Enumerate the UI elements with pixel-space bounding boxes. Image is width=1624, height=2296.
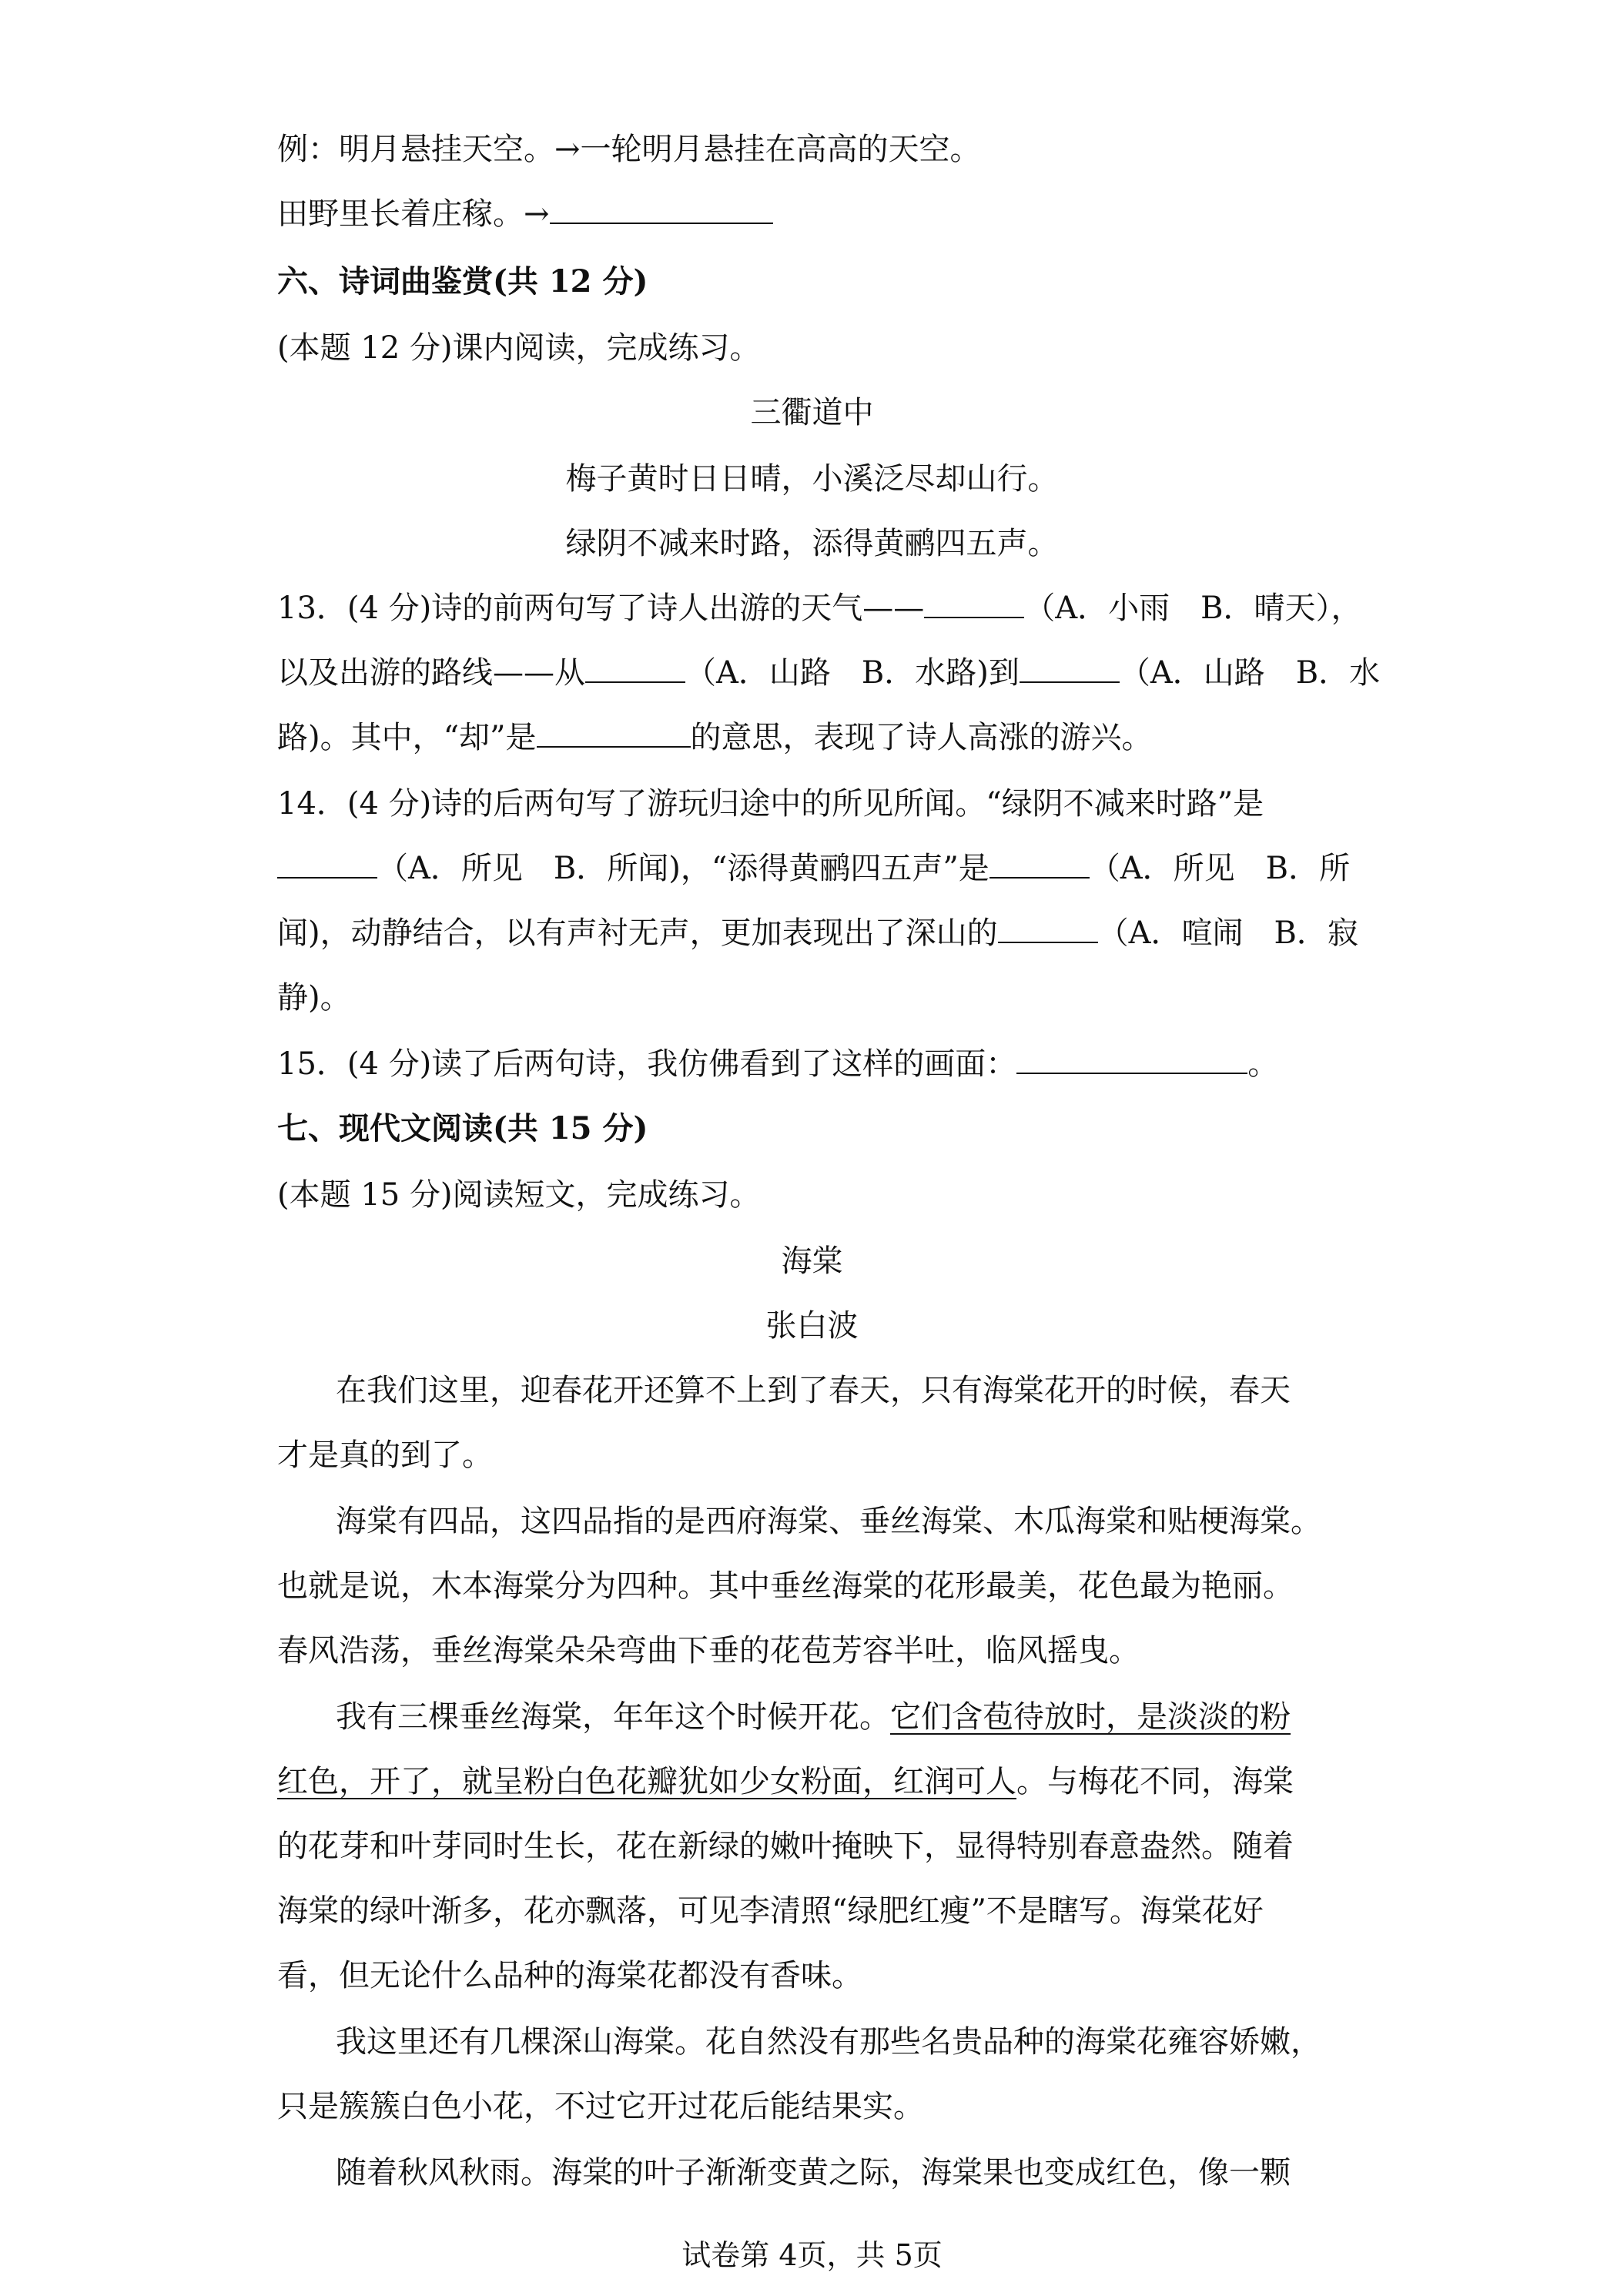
underlined-sentence: 它们含苞待放时，是淡淡的粉 <box>890 1699 1291 1735</box>
paragraph-line: 我有三棵垂丝海棠，年年这个时候开花。它们含苞待放时，是淡淡的粉 <box>336 1699 1291 1735</box>
question-14-line: 闻)，动静结合，以有声衬无声，更加表现出了深山的 （A．喧闹 B．寂 <box>277 915 1358 951</box>
answer-blank[interactable] <box>1020 654 1120 683</box>
section-heading: 七、现代文阅读(共 15 分) <box>277 1110 648 1146</box>
paragraph-line: 随着秋风秋雨。海棠的叶子渐渐变黄之际，海棠果也变成红色，像一颗 <box>336 2155 1291 2191</box>
paragraph-line: 也就是说，木本海棠分为四种。其中垂丝海棠的花形最美，花色最为艳丽。 <box>277 1568 1294 1604</box>
question-13-line: 以及出游的路线——从 （A．山路 B．水路)到 （A．山路 B．水 <box>277 655 1381 691</box>
poem-title: 三衢道中 <box>750 395 874 430</box>
paragraph-line: 我这里还有几棵深山海棠。花自然没有那些名贵品种的海棠花雍容娇嫩， <box>336 2024 1321 2060</box>
paragraph-line: 才是真的到了。 <box>277 1438 493 1473</box>
poem-line: 绿阴不减来时路，添得黄鹂四五声。 <box>565 526 1059 561</box>
page-footer: 试卷第 4页，共 5页 <box>681 2238 943 2272</box>
answer-blank[interactable] <box>537 718 691 748</box>
question-15: 15．(4 分)读了后两句诗，我仿佛看到了这样的画面： 。 <box>277 1046 1279 1082</box>
paragraph-line: 红色，开了，就呈粉白色花瓣犹如少女粉面，红润可人。与梅花不同，海棠 <box>277 1764 1294 1799</box>
section-intro: (本题 15 分)阅读短文，完成练习。 <box>277 1177 761 1213</box>
answer-blank[interactable] <box>1016 1045 1247 1074</box>
paragraph-line: 海棠有四品，这四品指的是西府海棠、垂丝海棠、木瓜海棠和贴梗海棠。 <box>336 1504 1321 1539</box>
answer-blank[interactable] <box>989 849 1090 879</box>
rewrite-task: 田野里长着庄稼。→ <box>277 194 773 234</box>
paragraph-line: 海棠的绿叶渐多，花亦飘落，可见李清照“绿肥红瘦”不是瞎写。海棠花好 <box>277 1893 1264 1929</box>
section-heading: 六、诗词曲鉴赏(共 12 分) <box>277 263 648 300</box>
paragraph-line: 只是簇簇白色小花，不过它开过花后能结果实。 <box>277 2089 924 2124</box>
paragraph-line: 看，但无论什么品种的海棠花都没有香味。 <box>277 1958 862 1993</box>
question-14-line: 静)。 <box>277 980 351 1016</box>
article-author: 张白波 <box>765 1308 859 1344</box>
question-13: 13．(4 分)诗的前两句写了诗人出游的天气—— （A．小雨 B．晴天）， <box>277 591 1362 626</box>
question-14: 14．(4 分)诗的后两句写了游玩归途中的所见所闻。“绿阴不减来时路”是 <box>277 786 1264 822</box>
answer-blank[interactable] <box>998 914 1098 943</box>
answer-blank[interactable] <box>550 195 773 224</box>
paragraph-line: 春风浩荡，垂丝海棠朵朵弯曲下垂的花苞芳容半吐，临风摇曳。 <box>277 1633 1140 1668</box>
question-14-line: （A．所见 B．所闻)，“添得黄鹂四五声”是 （A．所见 B．所 <box>277 848 1350 889</box>
underlined-sentence: 红色，开了，就呈粉白色花瓣犹如少女粉面，红润可人 <box>277 1764 1016 1799</box>
answer-blank[interactable] <box>924 589 1024 618</box>
question-13-line: 路)。其中，“却”是 的意思，表现了诗人高涨的游兴。 <box>277 720 1153 755</box>
answer-blank[interactable] <box>585 654 685 683</box>
example-sentence: 例：明月悬挂天空。→一轮明月悬挂在高高的天空。 <box>277 132 981 167</box>
answer-blank[interactable] <box>277 849 377 879</box>
paragraph-line: 在我们这里，迎春花开还算不上到了春天，只有海棠花开的时候，春天 <box>336 1373 1291 1408</box>
article-title: 海棠 <box>781 1243 843 1279</box>
poem-line: 梅子黄时日日晴，小溪泛尽却山行。 <box>565 461 1059 497</box>
section-intro: (本题 12 分)课内阅读，完成练习。 <box>277 330 761 366</box>
paragraph-line: 的花芽和叶芽同时生长，花在新绿的嫩叶掩映下，显得特别春意盎然。随着 <box>277 1829 1294 1864</box>
